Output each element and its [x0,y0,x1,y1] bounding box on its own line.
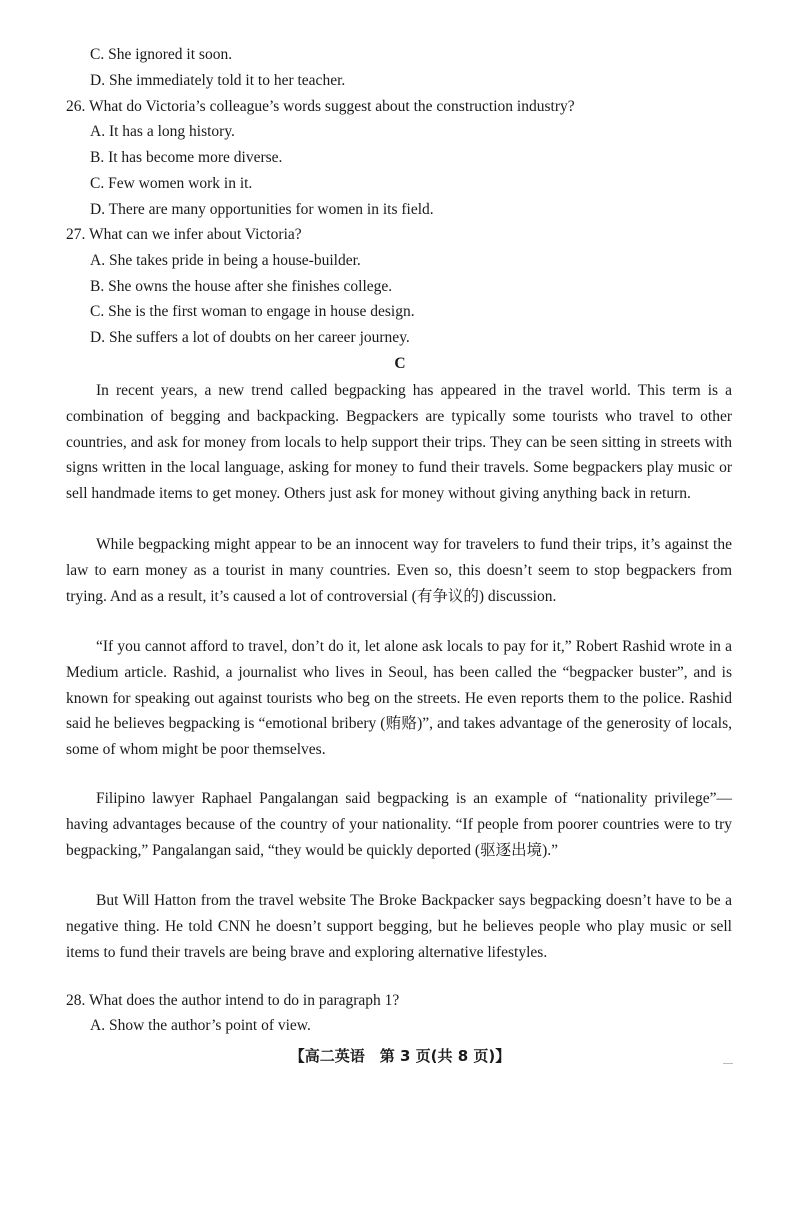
passage-paragraph-5: But Will Hatton from the travel website The Broke Backpacker says begpacking doesn’t have to be a negative thing. He told CNN he doesn’t support begging, but he believes people who play music or sell items to fund their travels are being brave and exploring alternative lifestyles. [66,892,732,961]
q25-option-d: D. She immediately told it to her teacher. [90,72,346,89]
page-footer: 【高二英语 第 3 页(共 8 页)】 [289,1047,511,1065]
q26-option-d: D. There are many opportunities for women in its field. [90,201,434,218]
q28-question: 28. What does the author intend to do in paragraph 1? [66,992,400,1009]
q27-option-c: C. She is the first woman to engage in house design. [90,303,415,320]
q26-option-c: C. Few women work in it. [90,175,253,192]
q26-option-b: B. It has become more diverse. [90,149,283,166]
passage-paragraph-4: Filipino lawyer Raphael Pangalangan said begpacking is an example of “nationality privilege”—having advantages because of the country of your nationality. “If people from poorer countries were to try begpacking,” Pangalangan said, “they would be quickly deported (驱逐出境).” [66,790,732,859]
q27-question: 27. What can we infer about Victoria? [66,226,302,243]
q26-option-a: A. It has a long history. [90,123,235,140]
scan-mark [723,1063,733,1064]
passage-paragraph-1: In recent years, a new trend called begpacking has appeared in the travel world. This term is a combination of begging and backpacking. Begpackers are typically some tourists who travel to other countries, and ask for money from locals to help support their trips. They can be seen sitting in streets with signs written in the local language, asking for money to fund their travels. Some begpackers play music or sell handmade items to get money. Others just ask for money without giving anything back in return. [66,382,732,503]
section-heading-c: C [394,355,406,372]
q27-option-b: B. She owns the house after she finishes college. [90,278,393,295]
q27-option-d: D. She suffers a lot of doubts on her career journey. [90,329,410,346]
q26-question: 26. What do Victoria’s colleague’s words suggest about the construction industry? [66,98,575,115]
q28-option-a: A. Show the author’s point of view. [90,1017,311,1034]
passage-paragraph-3: “If you cannot afford to travel, don’t do it, let alone ask locals to pay for it,” Robert Rashid wrote in a Medium article. Rashid, a journalist who lives in Seoul, has been called the “begpacker buster”, and is known for speaking out against tourists who beg on the streets. He even reports them to the police. Rashid said he believes begpacking is “emotional bribery (贿赂)”, and takes advantage of the generosity of locals, some of whom might be poor themselves. [66,638,732,759]
q25-option-c: C. She ignored it soon. [90,46,233,63]
q27-option-a: A. She takes pride in being a house-builder. [90,252,361,269]
passage-paragraph-2: While begpacking might appear to be an innocent way for travelers to fund their trips, it’s against the law to earn money as a tourist in many countries. Even so, this doesn’t seem to stop begpackers from trying. And as a result, it’s caused a lot of controversial (有争议的) discussion. [66,536,732,605]
